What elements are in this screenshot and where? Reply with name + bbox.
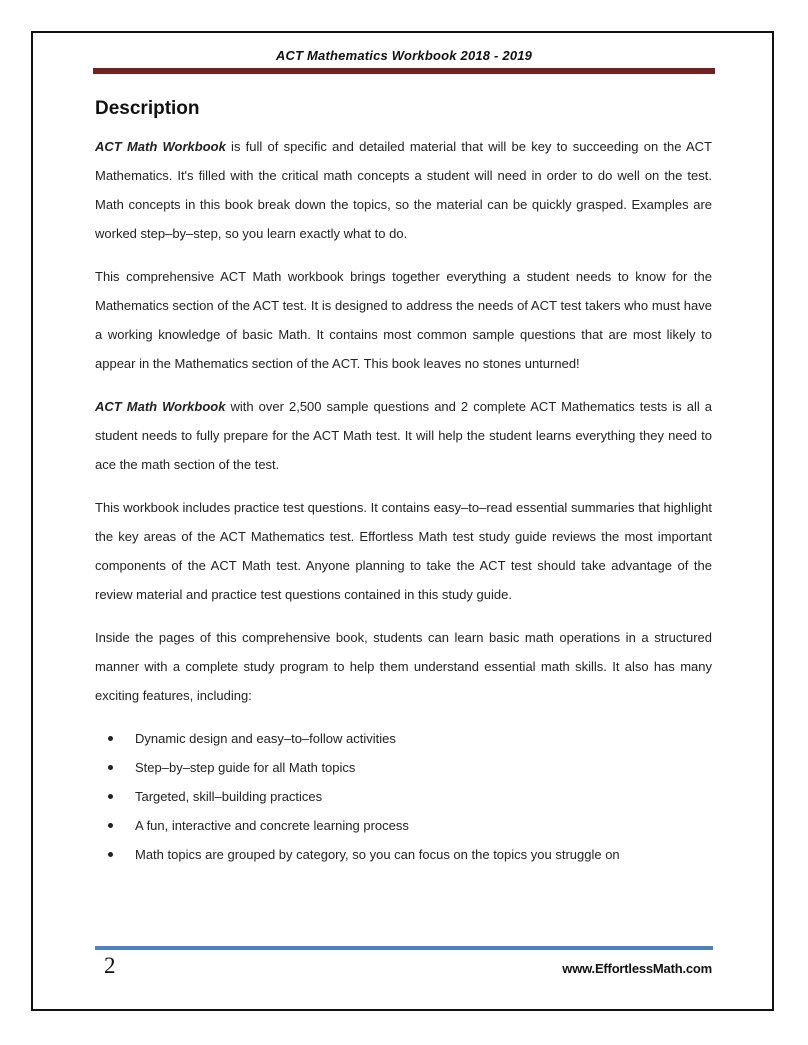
list-item: [95, 811, 712, 840]
bullet-icon: [108, 852, 113, 857]
page-content: [95, 94, 712, 869]
list-item-text: Math topics are grouped by category, so you can focus on the topics you struggle on: [135, 847, 620, 862]
paragraph-2: [95, 262, 712, 378]
footer-url: www.EffortlessMath.com: [562, 961, 712, 976]
page-number: 2: [104, 953, 116, 978]
paragraph-3: [95, 392, 712, 479]
list-item: [95, 753, 712, 782]
header-rule: [93, 68, 715, 74]
list-item: [95, 724, 712, 753]
list-item-text: A fun, interactive and concrete learning process: [135, 818, 409, 833]
footer-rule: [95, 946, 713, 950]
section-heading: Description: [95, 98, 200, 119]
paragraph-text: This comprehensive ACT Math workbook brings together everything a student needs to know for the Mathematics section of the ACT test. It is designed to address the needs of ACT test takers who must have a working knowledge of basic Math. It contains most common sample questions that are most likely to appear in the Mathematics section of the ACT. This book leaves no stones unturned!: [95, 269, 712, 371]
paragraph-1: [95, 132, 712, 248]
paragraph-text: with over 2,500 sample questions and 2 complete ACT Mathematics tests is all a student needs to fully prepare for the ACT Math test. It will help the student learns everything they need to ace the math section of the test.: [95, 399, 713, 472]
list-item-text: Step–by–step guide for all Math topics: [135, 760, 356, 775]
paragraph-text: is full of specific and detailed material that will be key to succeeding on the ACT Mathematics. It's filled with the critical math concepts a student will need in order to do well on the test. Math concepts in this book break down the topics, so the material can be quickly grasped. Examples are worked step–by–step, so you learn exactly what to do.: [95, 139, 712, 241]
book-title-emphasis: ACT Math Workbook: [95, 399, 226, 414]
list-item-text: Targeted, skill–building practices: [135, 789, 323, 804]
list-item: [95, 840, 712, 869]
running-header: ACT Mathematics Workbook 2018 - 2019: [275, 48, 533, 63]
paragraph-text: This workbook includes practice test questions. It contains easy–to–read essential summaries that highlight the key areas of the ACT Mathematics test. Effortless Math test study guide reviews the most important components of the ACT Math test. Anyone planning to take the ACT test should take advantage of the review material and practice test questions contained in this study guide.: [95, 500, 712, 602]
list-item-text: Dynamic design and easy–to–follow activities: [135, 731, 396, 746]
paragraph-4: [95, 493, 712, 609]
bullet-icon: [108, 736, 113, 741]
features-list: [95, 724, 712, 869]
bullet-icon: [108, 823, 113, 828]
bullet-icon: [108, 765, 113, 770]
list-item: [95, 782, 712, 811]
book-title-emphasis: ACT Math Workbook: [95, 139, 226, 154]
paragraph-5: [95, 623, 712, 710]
paragraph-text: Inside the pages of this comprehensive book, students can learn basic math operations in a structured manner with a complete study program to help them understand essential math skills. It also has many exciting features, including:: [95, 630, 712, 703]
bullet-icon: [108, 794, 113, 799]
